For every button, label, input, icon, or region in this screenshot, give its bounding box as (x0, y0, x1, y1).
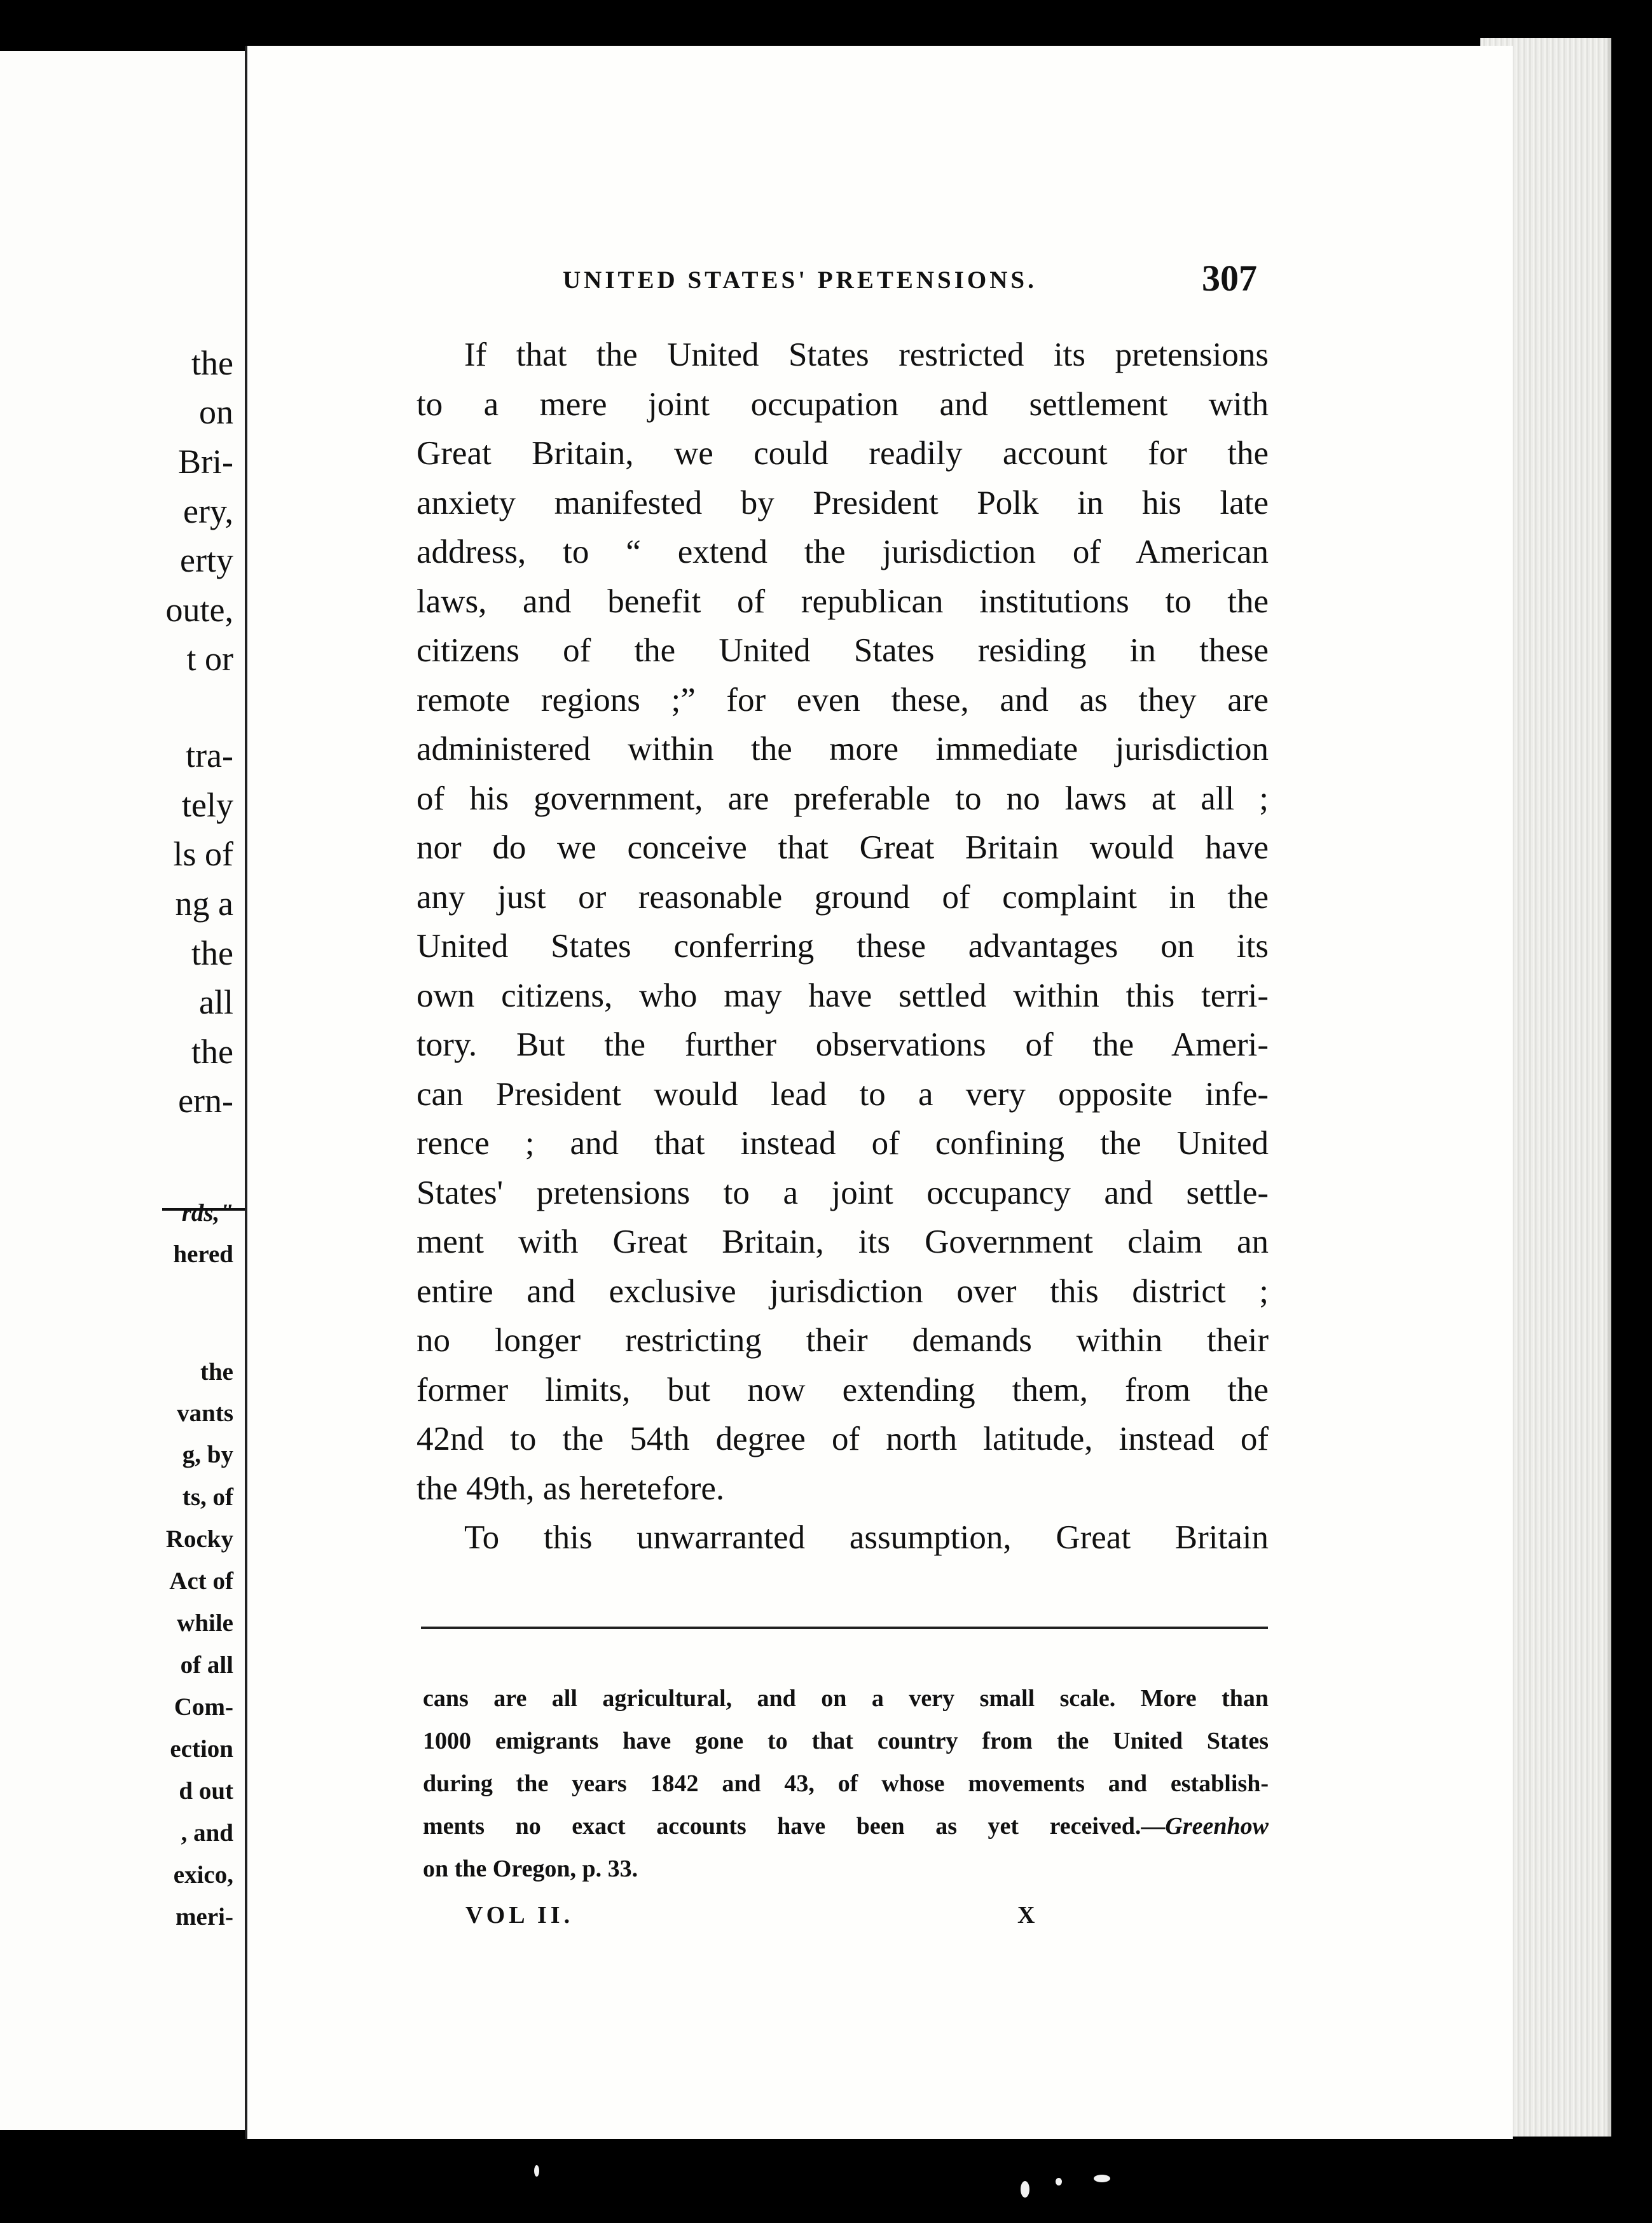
page-number: 307 (1202, 258, 1257, 299)
body-line: any just or reasonable ground of complaint in the (416, 878, 1269, 916)
body-line: of his government, are preferable to no laws at all ; (416, 780, 1269, 817)
body-line: tory. But the further observations of the Ameri- (416, 1026, 1269, 1063)
body-line: Great Britain, we could readily account for the (416, 435, 1269, 472)
body-line: States' pretensions to a joint occupancy and settle- (416, 1174, 1269, 1211)
footnote-rule (421, 1627, 1268, 1629)
left-main-line: ern- (178, 1082, 233, 1120)
running-head: UNITED STATES' PRETENSIONS. (563, 266, 1037, 294)
body-line: own citizens, who may have settled within this terri- (416, 977, 1269, 1014)
left-note-line: Rocky (165, 1525, 233, 1553)
left-note-line: vants (177, 1400, 233, 1427)
left-main-line: the (191, 344, 233, 382)
left-note-line: ts, of (182, 1483, 233, 1511)
body-line: to a mere joint occupation and settlement with (416, 385, 1269, 423)
left-note-line: g, by (182, 1441, 233, 1468)
body-line: nor do we conceive that Great Britain would have (416, 829, 1269, 866)
left-note-line: hered (173, 1241, 233, 1268)
left-main-line: the (191, 934, 233, 972)
left-note-line: of all (180, 1651, 233, 1679)
left-note-line: , and (181, 1819, 233, 1847)
footnote (423, 1677, 1269, 1890)
left-note-line: the (200, 1358, 233, 1386)
left-main-line: ery, (183, 492, 233, 530)
left-main-line: tra- (186, 736, 233, 774)
footnote-line: on the Oregon, p. 33. (423, 1855, 638, 1882)
body-line: administered within the more immediate jurisdiction (416, 731, 1269, 767)
body-line: no longer restricting their demands within their (416, 1322, 1269, 1359)
body-text (416, 331, 1269, 1563)
left-note-line: ection (170, 1735, 233, 1763)
body-line: can President would lead to a very opposite infe- (416, 1075, 1269, 1113)
left-main-line: t or (186, 640, 233, 678)
body-line: If that the United States restricted its pretensions (464, 336, 1269, 373)
body-line: laws, and benefit of republican institutions to the (416, 582, 1269, 620)
footnote-source: Greenhow (1165, 1813, 1269, 1840)
left-main-line: on (199, 393, 233, 431)
footnote-line: during the years 1842 and 43, of whose movements and establish- (423, 1770, 1269, 1797)
body-line: remote regions ;” for even these, and as they are (416, 681, 1269, 719)
left-note-line: Com- (174, 1693, 233, 1721)
footnote-line-with-source (423, 1805, 1269, 1848)
scan-speck (534, 2165, 539, 2177)
left-main-line: ng a (175, 884, 233, 923)
left-main-line: all (199, 983, 233, 1021)
scan-speck (1056, 2178, 1062, 2185)
left-main-line: Bri- (178, 443, 233, 481)
body-line: entire and exclusive jurisdiction over this district ; (416, 1272, 1269, 1310)
signature-volume: VOL II. (465, 1902, 574, 1929)
left-main-line: tely (182, 786, 233, 824)
left-note-line: exico, (173, 1861, 233, 1889)
scan-speck (1094, 2175, 1110, 2182)
body-line: former limits, but now extending them, from the (416, 1371, 1269, 1408)
left-note-line: while (177, 1609, 233, 1637)
left-main-line: ls of (173, 835, 233, 873)
left-note-line: rds," (181, 1199, 233, 1227)
body-line: address, to “ extend the jurisdiction of American (416, 533, 1269, 570)
footnote-line: cans are all agricultural, and on a very small scale. More than (423, 1685, 1269, 1712)
scan-speck (1021, 2181, 1029, 2198)
body-line: ment with Great Britain, its Government claim an (416, 1223, 1269, 1260)
body-line: citizens of the United States residing in these (416, 632, 1269, 669)
left-note-line: d out (179, 1777, 233, 1805)
left-page-fragment (0, 51, 260, 2130)
left-main-line: the (191, 1033, 233, 1071)
footnote-line: 1000 emigrants have gone to that country from the United States (423, 1728, 1269, 1754)
left-main-line: erty (180, 541, 233, 579)
signature-mark: X (1017, 1902, 1035, 1929)
body-line: To this unwarranted assumption, Great Britain (464, 1519, 1269, 1556)
body-line: anxiety manifested by President Polk in his late (416, 484, 1269, 521)
left-note-line: Act of (169, 1567, 233, 1595)
body-line: the 49th, as heretefore. (416, 1469, 725, 1507)
left-note-line: meri- (176, 1903, 233, 1931)
left-main-line: oute, (165, 591, 233, 629)
body-line: 42nd to the 54th degree of north latitude, instead of (416, 1421, 1269, 1457)
footnote-line-text: ments no exact accounts have been as yet received.— (423, 1813, 1166, 1840)
body-line: United States conferring these advantages on its (416, 928, 1269, 965)
body-line: rence ; and that instead of confining the United (416, 1125, 1269, 1162)
